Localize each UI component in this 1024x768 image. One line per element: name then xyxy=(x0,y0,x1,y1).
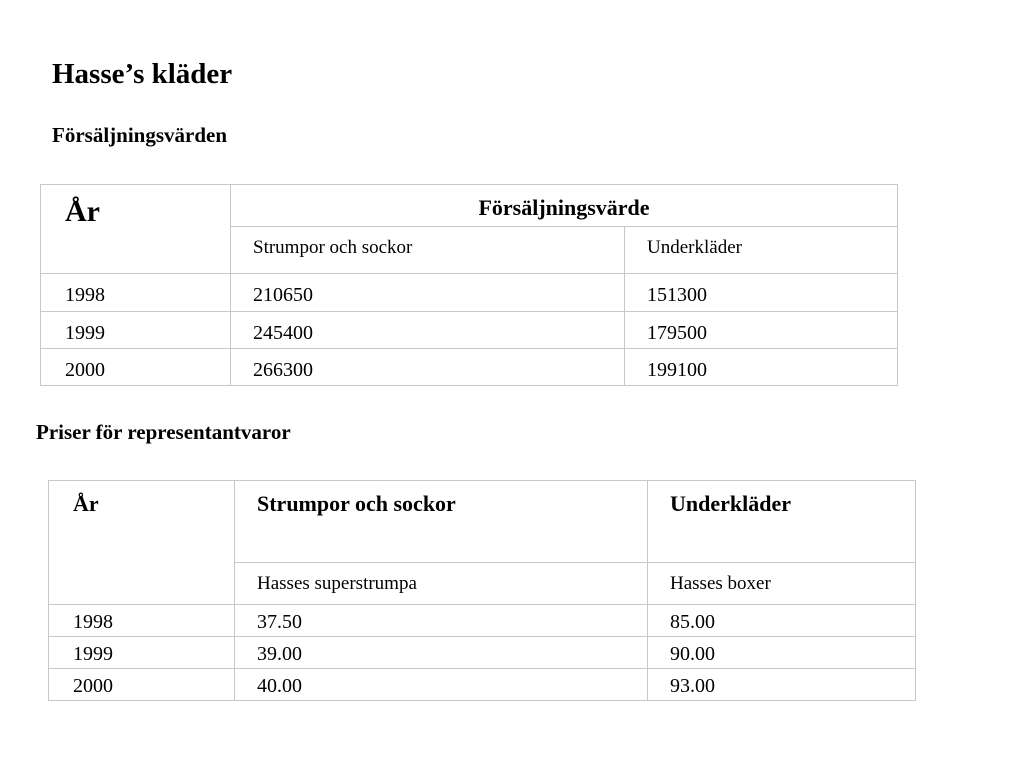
table-row xyxy=(41,274,898,312)
price-header-socks: Strumpor och sockor xyxy=(235,481,648,563)
price-cell-year: 1998 xyxy=(49,605,235,637)
price-subheader-underwear: Hasses boxer xyxy=(648,563,916,605)
sales-cell-year: 1999 xyxy=(41,312,231,349)
page-title: Hasse’s kläder xyxy=(52,58,233,90)
table-row xyxy=(49,605,916,637)
price-cell-socks: 40.00 xyxy=(235,669,648,701)
price-year-header: År xyxy=(49,481,235,605)
table-row xyxy=(41,312,898,349)
table-row xyxy=(49,637,916,669)
sales-cell-underwear: 179500 xyxy=(625,312,898,349)
sales-cell-year: 1998 xyxy=(41,274,231,312)
price-subheader-socks: Hasses superstrumpa xyxy=(235,563,648,605)
table-row xyxy=(49,669,916,701)
price-cell-year: 1999 xyxy=(49,637,235,669)
price-cell-socks: 37.50 xyxy=(235,605,648,637)
sales-cell-socks: 266300 xyxy=(231,349,625,386)
table-row xyxy=(41,349,898,386)
price-table xyxy=(48,480,916,701)
sales-group-header: Försäljningsvärde xyxy=(231,185,898,227)
price-cell-underwear: 90.00 xyxy=(648,637,916,669)
sales-subtitle: Försäljningsvärden xyxy=(52,123,228,147)
sales-cell-underwear: 199100 xyxy=(625,349,898,386)
price-cell-socks: 39.00 xyxy=(235,637,648,669)
sales-cell-underwear: 151300 xyxy=(625,274,898,312)
prices-section-title: Priser för representantvaror xyxy=(36,420,291,444)
sales-cell-year: 2000 xyxy=(41,349,231,386)
sales-cell-socks: 210650 xyxy=(231,274,625,312)
price-header-underwear: Underkläder xyxy=(648,481,916,563)
sales-cell-socks: 245400 xyxy=(231,312,625,349)
price-cell-underwear: 93.00 xyxy=(648,669,916,701)
sales-subheader-underwear: Underkläder xyxy=(625,227,898,274)
sales-subheader-socks: Strumpor och sockor xyxy=(231,227,625,274)
sales-year-header: År xyxy=(41,185,231,274)
sales-table xyxy=(40,184,898,386)
price-cell-underwear: 85.00 xyxy=(648,605,916,637)
price-cell-year: 2000 xyxy=(49,669,235,701)
